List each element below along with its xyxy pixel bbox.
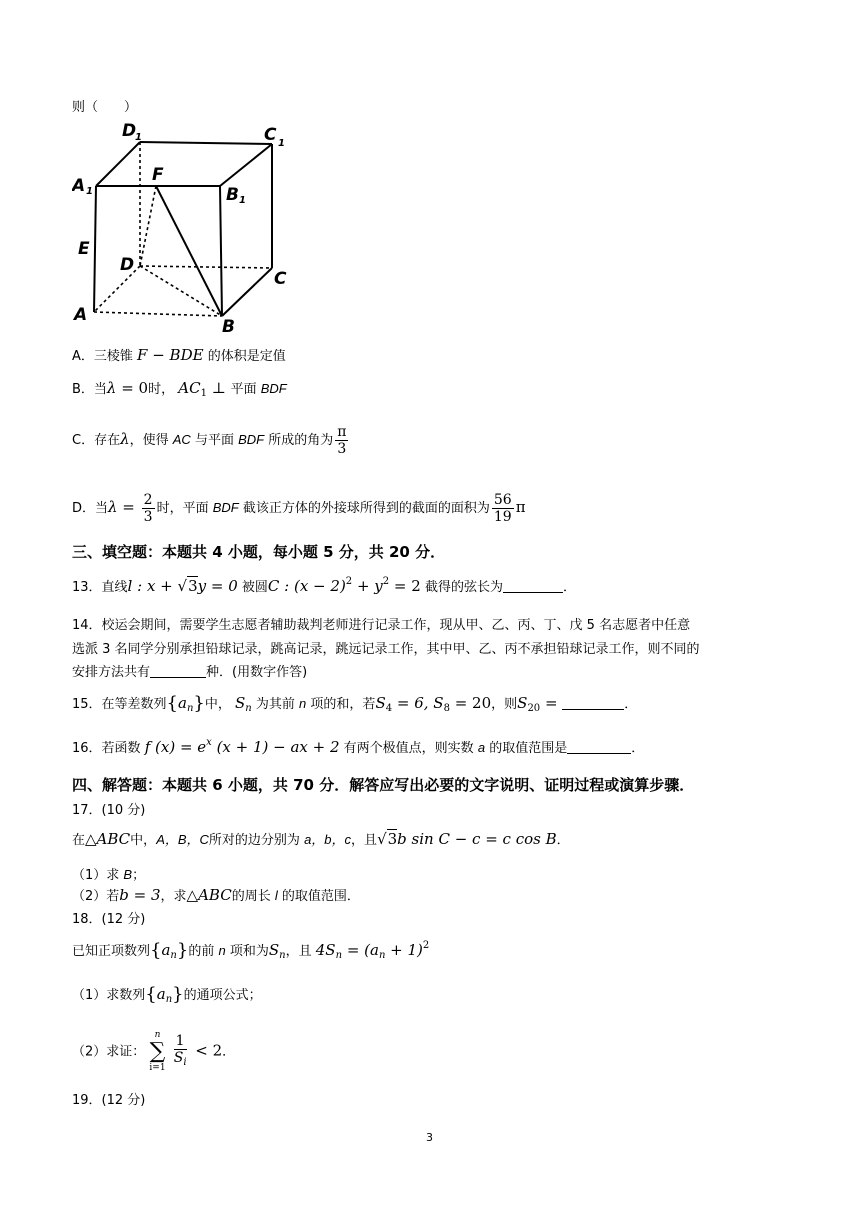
label-c: C <box>274 269 287 289</box>
question-17-header: 17．(10 分) <box>72 803 146 818</box>
question-18-stem: 已知正项数列$\{a_n\}$的前 n 项和为$S_n$，且 $4S_n = (a_n + 1)^2$ <box>72 940 430 961</box>
question-16: 16．若函数 f $(x) = e^x$ (x + 1) − ax + 2 有两个极值点，则实数 a 的取值范围是 ． <box>72 737 645 756</box>
question-19-header: 19．(12 分) <box>72 1093 146 1108</box>
edge-a1-d1 <box>96 142 140 186</box>
question-13: 13．直线l : x + √3y = 0 被圆C : $(x - 2)^2 + y^2 = 2$ 截得的弦长为 ． <box>72 576 576 595</box>
option-a: A．三棱锥 F − BDE 的体积是定值 <box>72 346 286 364</box>
hidden-edge-f-d <box>140 186 156 266</box>
edge-d1-c1 <box>140 142 272 144</box>
svg-text:1: 1 <box>86 186 93 197</box>
question-15: 15．在等差数列$\{a_n\}$中， $S_n$ 为其前 n 项的和，若$S_4 = 6$, $S_8 = 20$，则$S_{20}$ = ． <box>72 693 638 714</box>
question-17-part-1: （1）求 B； <box>72 867 146 883</box>
label-f: F <box>152 165 164 185</box>
label-a: A <box>74 305 88 325</box>
answer-blank-13[interactable] <box>503 579 563 593</box>
hidden-edge-a-b <box>94 312 222 316</box>
option-b: B．当λ = 0时， $AC_1$ ⊥ 平面 BDF <box>72 379 287 399</box>
question-18-header: 18．(12 分) <box>72 912 146 927</box>
svg-text:1: 1 <box>239 195 246 206</box>
edge-c-b <box>222 268 272 316</box>
question-17-stem: 在△ABC中，A，B，C所对的边分别为 a，b，c，且√3b sin C − c = c cos B． <box>72 830 570 848</box>
answer-blank-15[interactable] <box>562 696 624 710</box>
page-number: 3 <box>426 1131 433 1144</box>
svg-text:1: 1 <box>135 132 142 143</box>
segment-f-b <box>156 186 222 316</box>
label-a1: A <box>72 176 86 196</box>
edge-b1-b <box>220 186 222 316</box>
question-14-line-1: 14．校运会期间，需要学生志愿者辅助裁判老师进行记录工作，现从甲、乙、丙、丁、戊 5 名志愿者中任意 <box>72 618 691 633</box>
option-d: D．当λ = $\frac{2}{3}$ 时，平面 BDF 截该正方体的外接球所得到的截面的面积为 $\frac{56}{19}$ π <box>72 492 526 525</box>
label-b1: B <box>226 185 239 205</box>
label-d: D <box>120 255 135 275</box>
question-14-line-3: 安排方法共有 种．(用数字作答) <box>72 665 308 680</box>
question-17-part-2: （2）若b = 3，求△ABC的周长 l 的取值范围． <box>72 886 360 904</box>
answer-blank-14[interactable] <box>150 664 206 678</box>
edge-c1-b1 <box>220 144 272 186</box>
svg-text:1: 1 <box>278 138 285 149</box>
label-e: E <box>78 239 90 259</box>
label-b: B <box>222 317 235 334</box>
edge-a1-a <box>94 186 96 312</box>
question-14-line-2: 选派 3 名同学分别承担铅球记录，跳高记录，跳远记录工作，其中甲、乙、丙不承担铅球记录工作，则不同的 <box>72 642 700 657</box>
option-c: C．存在λ，使得 AC 与平面 BDF 所成的角为 $\frac{\pi}{3}$ <box>72 424 347 457</box>
label-d1: D <box>122 121 137 141</box>
cube-figure <box>72 118 302 334</box>
answer-blank-16[interactable] <box>567 740 631 754</box>
section-3-heading: 三、填空题：本题共 4 小题，每小题 5 分，共 20 分． <box>72 543 446 561</box>
question-18-part-1: （1）求数列$\{a_n\}$的通项公式； <box>72 984 262 1005</box>
question-18-part-2: （2）求证： n ∑ i=1 $\frac{1}{S_i}$ < 2． <box>72 1030 236 1073</box>
summation-symbol: n ∑ i=1 <box>149 1030 166 1073</box>
section-4-heading: 四、解答题：本题共 6 小题，共 70 分．解答应写出必要的文字说明、证明过程或演算步骤． <box>72 776 695 794</box>
question-stem-tail: 则（ ） <box>72 100 138 115</box>
label-c1: C <box>264 125 277 145</box>
hidden-edge-d-c <box>140 266 272 268</box>
